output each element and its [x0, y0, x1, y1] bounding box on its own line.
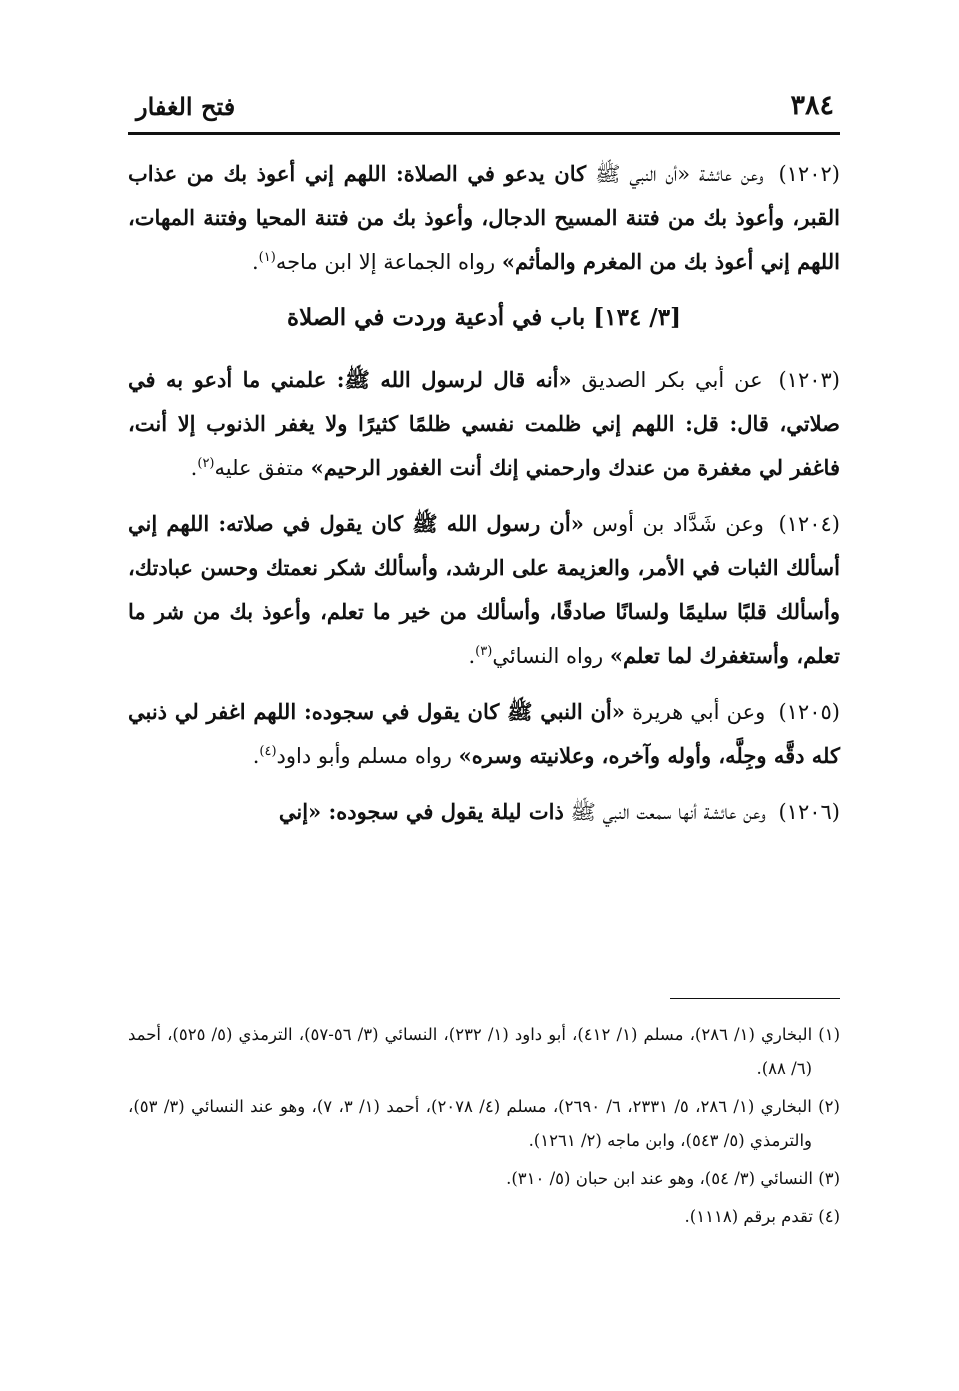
page-number: ٣٨٤: [790, 90, 834, 121]
footnote-3: (٣) النسائي (٣/ ٥٤)، وهو عند ابن حبان (٥/ ٣١٠).: [506, 1169, 840, 1188]
hadith-source: رواه النسائي: [492, 644, 604, 668]
book-page: [128, 78, 840, 1338]
chapter-title: [٣/ ١٣٤] باب في أدعية وردت في الصلاة: [287, 304, 681, 331]
hadith-text: «أن رسول الله ﷺ كان يقول في صلاته: اللهم إني أسألك الثبات في الأمر، والعزيمة على الرشد، وأسألك شكر نعمتك وحسن عبادتك، وأسألك قلبًا سليمًا ولسانًا صادقًا، وأسألك من خير ما تعلم، وأعوذ بك من شر ما تعلم، وأستغفرك لما تعلم»: [128, 511, 840, 668]
hadith-1203: [128, 358, 840, 490]
footnote-ref[interactable]: (٣): [475, 644, 493, 659]
sentence-end: .: [252, 744, 260, 768]
hadith-1204: [128, 502, 840, 678]
main-text: [128, 152, 840, 846]
hadith-1206: [128, 790, 840, 834]
running-title: فتح الغفار: [136, 92, 236, 121]
hadith-source: رواه مسلم وأبو داود: [276, 744, 452, 768]
hadith-intro: وعن أبي هريرة: [632, 700, 766, 724]
footnotes: [128, 1018, 840, 1238]
footnote-separator: [670, 998, 840, 999]
hadith-source: متفق عليه: [214, 456, 304, 480]
page-header: [128, 90, 840, 135]
hadith-text: «أن النبي ﷺ كان يقول في سجوده: اللهم اغفر لي ذنبي كله دقَّه وجِلَّه، وأوله وآخره، وعلانيته وسره»: [128, 699, 840, 768]
sentence-end: .: [468, 644, 476, 668]
hadith-number: (١٢٠٤): [778, 512, 840, 536]
sentence-end: .: [190, 456, 198, 480]
hadith-number: (١٢٠٣): [778, 368, 840, 392]
footnote-ref[interactable]: (١): [258, 250, 276, 265]
hadith-1205: [128, 690, 840, 778]
footnote-ref[interactable]: (٤): [259, 744, 277, 759]
hadith-source: رواه الجماعة إلا ابن ماجه: [275, 250, 496, 274]
hadith-number: (١٢٠٢): [778, 162, 840, 186]
hadith-text: كان يدعو في الصلاة: اللهم إني أعوذ بك من عذاب القبر، وأعوذ بك من فتنة المسيح الدجال، وأعوذ بك من فتنة المحيا وفتنة المهات، اللهم إني أعوذ بك من المغرم والمأثم»: [128, 161, 840, 274]
hadith-number: (١٢٠٦): [778, 800, 840, 824]
hadith-text: ذات ليلة يقول في سجوده: «إني: [278, 799, 564, 824]
hadith-intro: عن أبي بكر الصديق: [581, 368, 763, 392]
footnote-4: (٤) تقدم برقم (١١١٨).: [684, 1207, 840, 1226]
footnote-2: (٢) البخاري (١/ ٢٨٦، ٥/ ٢٣٣١، ٦/ ٢٦٩٠)، مسلم (٤/ ٢٠٧٨)، أحمد (١/ ٣، ٧)، وهو عند النسائي (٣/ ٥٣)، والترمذي (٥/ ٥٤٣)، وابن ماجه (٢/ ١٢٦١).: [128, 1097, 840, 1150]
hadith-number: (١٢٠٥): [778, 700, 840, 724]
sentence-end: .: [251, 250, 259, 274]
hadith-1202: [128, 152, 840, 284]
footnote-1: (١) البخاري (١/ ٢٨٦)، مسلم (١/ ٤١٢)، أبو داود (١/ ٢٣٢)، النسائي (٣/ ٥٦-٥٧)، الترمذي (٥/ ٥٢٥)، أحمد (٦/ ٨٨).: [128, 1025, 841, 1078]
hadith-intro: وعن شَدَّاد بن أوس: [592, 512, 764, 536]
hadith-intro: وعن عائشة «أن النبي ﷺ: [595, 162, 764, 186]
hadith-intro: وعن عائشة أنها سمعت النبي ﷺ: [570, 800, 766, 824]
footnote-ref[interactable]: (٢): [197, 456, 215, 471]
hadith-text: «أنه قال لرسول الله ﷺ: علمني ما أدعو به في صلاتي، قال: قل: اللهم إني ظلمت نفسي ظلمًا كثيرًا ولا يغفر الذنوب إلا أنت، فاغفر لي مغفرة من عندك وارحمني إنك أنت الغفور الرحيم»: [128, 367, 840, 480]
